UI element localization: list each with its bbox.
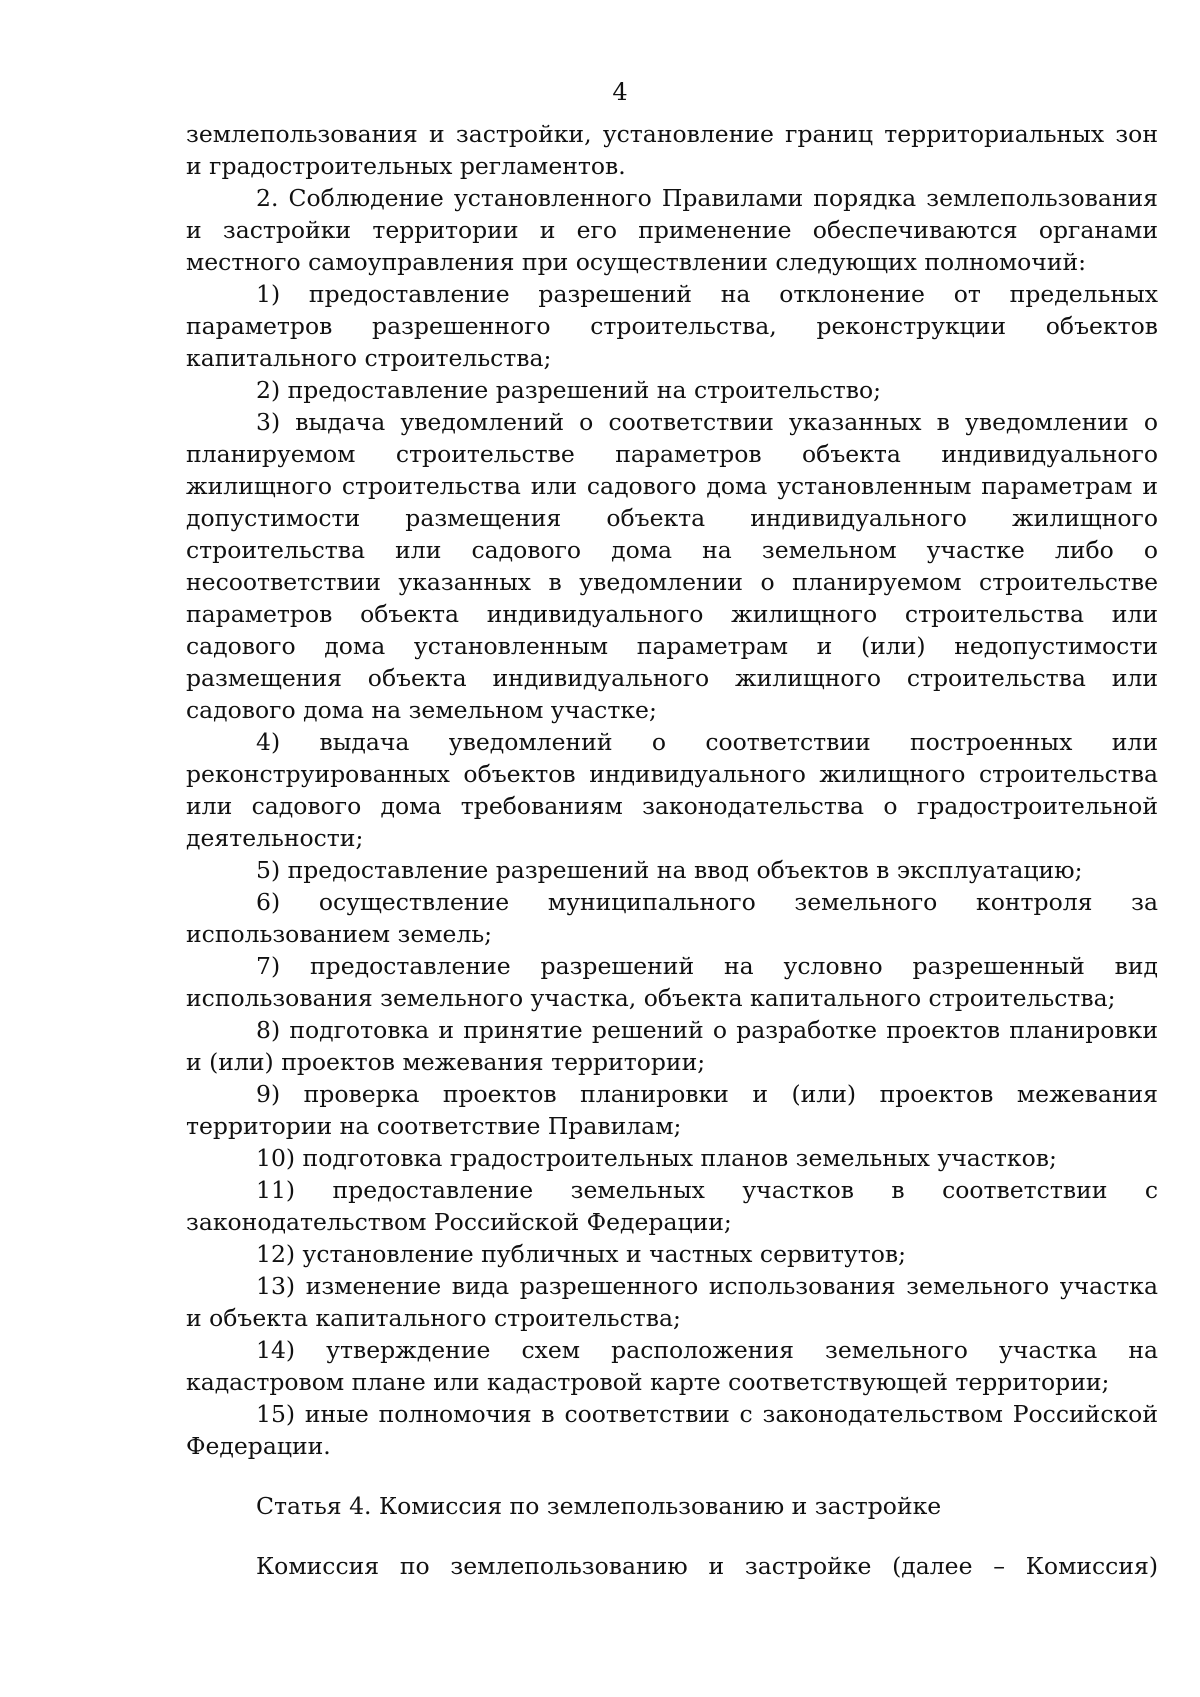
page-number: 4: [612, 78, 628, 106]
list-item-8: 8) подготовка и принятие решений о разработке проектов планировки и (или) проектов межевания территории;: [186, 1016, 1158, 1076]
list-item-3: 3) выдача уведомлений о соответствии указанных в уведомлении о планируемом строительстве параметров объекта индивидуального жилищного строительства или садового дома установленным параметрам и допустимости размещения объекта индивидуального жилищного строительства или садового дома на земельном участке либо о несоответствии указанных в уведомлении о планируемом строительстве параметров объекта индивидуального жилищного строительства или садового дома установленным параметрам и (или) недопустимости размещения объекта индивидуального жилищного строительства или садового дома на земельном участке;: [186, 408, 1158, 724]
list-item-11: 11) предоставление земельных участков в соответствии с законодательством Российской Федерации;: [186, 1176, 1158, 1236]
list-item-7: 7) предоставление разрешений на условно разрешенный вид использования земельного участка, объекта капитального строительства;: [186, 952, 1158, 1012]
list-item-10: 10) подготовка градостроительных планов земельных участков;: [256, 1144, 1057, 1172]
list-item-2: 2) предоставление разрешений на строительство;: [256, 376, 882, 404]
article-heading: Статья 4. Комиссия по землепользованию и застройке: [256, 1492, 942, 1520]
article-body-paragraph: Комиссия по землепользованию и застройке (далее – Комиссия): [256, 1552, 1158, 1580]
paragraph-continuation: землепользования и застройки, установление границ территориальных зон и градостроительных регламентов.: [186, 120, 1158, 180]
list-item-15: 15) иные полномочия в соответствии с законодательством Российской Федерации.: [186, 1400, 1158, 1460]
list-item-6: 6) осуществление муниципального земельного контроля за использованием земель;: [186, 888, 1158, 948]
list-item-4: 4) выдача уведомлений о соответствии построенных или реконструированных объектов индивидуального жилищного строительства или садового дома требованиям законодательства о градостроительной деятельности;: [186, 728, 1158, 852]
list-item-9: 9) проверка проектов планировки и (или) проектов межевания территории на соответствие Правилам;: [186, 1080, 1158, 1140]
list-item-13: 13) изменение вида разрешенного использования земельного участка и объекта капитального строительства;: [186, 1272, 1158, 1332]
list-item-1: 1) предоставление разрешений на отклонение от предельных параметров разрешенного строительства, реконструкции объектов капитального строительства;: [186, 280, 1158, 372]
list-item-5: 5) предоставление разрешений на ввод объектов в эксплуатацию;: [256, 856, 1083, 884]
list-item-12: 12) установление публичных и частных сервитутов;: [256, 1240, 907, 1268]
paragraph-clause-2: 2. Соблюдение установленного Правилами порядка землепользования и застройки территории и его применение обеспечиваются органами местного самоуправления при осуществлении следующих полномочий:: [186, 184, 1158, 276]
list-item-14: 14) утверждение схем расположения земельного участка на кадастровом плане или кадастровой карте соответствующей территории;: [186, 1336, 1158, 1396]
document-body: [186, 118, 1158, 1582]
